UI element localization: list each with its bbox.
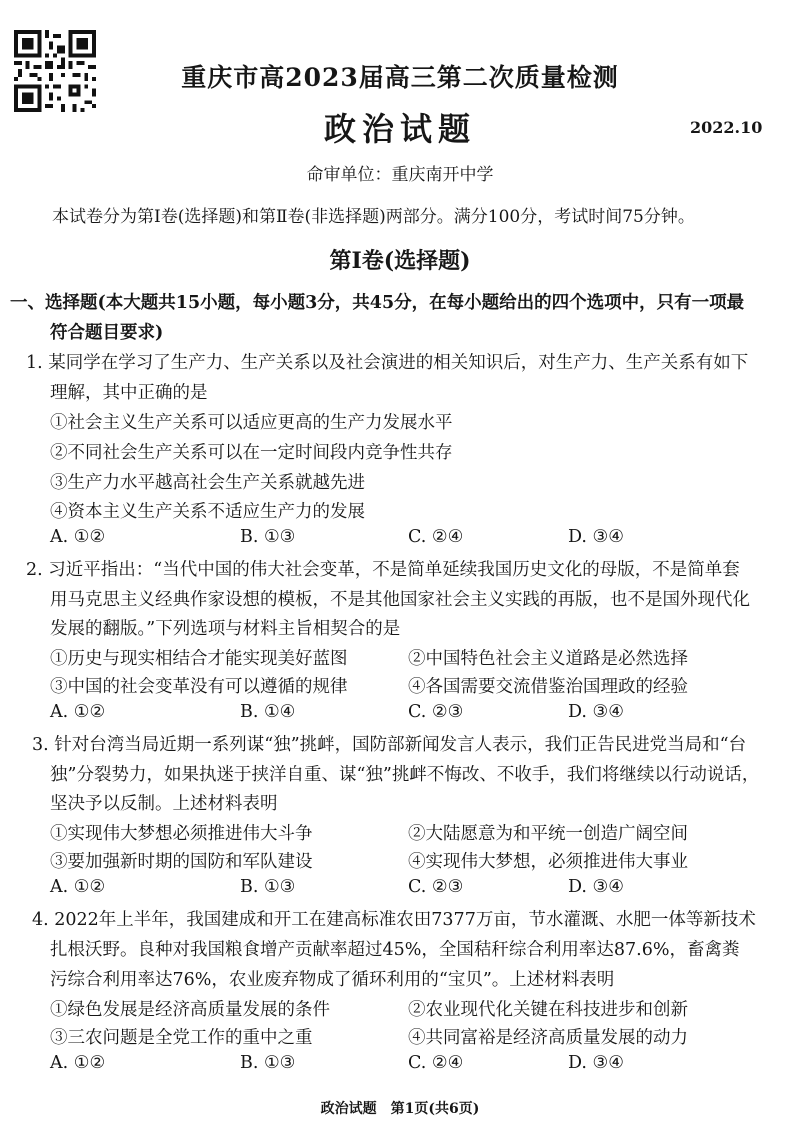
- answer-option-a: A. ①②: [50, 877, 106, 897]
- statement: ③生产力水平越高社会生产关系就越先进: [50, 473, 365, 493]
- setter-unit: 命审单位：重庆南开中学: [306, 165, 494, 185]
- question-stem-line: 1. 某同学在学习了生产力、生产关系以及社会演进的相关知识后，对生产力、生产关系有如下: [26, 353, 749, 373]
- exam-title: 重庆市高2023届高三第二次质量检测: [181, 63, 619, 92]
- statement: ④资本主义生产关系不适应生产力的发展: [50, 502, 365, 522]
- section-heading-line: 一、选择题(本大题共15小题，每小题3分，共45分，在每小题给出的四个选项中，只有一项最: [10, 293, 745, 313]
- volume-title: 第Ⅰ卷(选择题): [329, 248, 471, 274]
- statement: ②大陆愿意为和平统一创造广阔空间: [408, 824, 688, 844]
- answer-option-a: A. ①②: [50, 527, 106, 547]
- question-stem-line: 污综合利用率达76%，农业废弃物成了循环利用的“宝贝”。上述材料表明: [50, 970, 615, 990]
- question-stem-line: 扎根沃野。良种对我国粮食增产贡献率超过45%，全国秸秆综合利用率达87.6%，畜禽粪: [50, 940, 740, 960]
- answer-option-a: A. ①②: [50, 1053, 106, 1073]
- statement: ③要加强新时期的国防和军队建设: [50, 852, 313, 872]
- statement: ①绿色发展是经济高质量发展的条件: [50, 1000, 330, 1020]
- statement: ④实现伟大梦想，必须推进伟大事业: [408, 852, 688, 872]
- section-heading-line: 符合题目要求): [50, 323, 164, 343]
- answer-option-a: A. ①②: [50, 702, 106, 722]
- question-stem-line: 4. 2022年上半年，我国建成和开工在建高标准农田7377万亩，节水灌溉、水肥一体等新技术: [32, 910, 756, 930]
- answer-option-b: B. ①③: [240, 527, 296, 547]
- statement: ③中国的社会变革没有可以遵循的规律: [50, 677, 348, 697]
- question-stem-line: 3. 针对台湾当局近期一系列谋“独”挑衅，国防部新闻发言人表示，我们正告民进党当局和“台: [32, 735, 747, 755]
- answer-option-b: B. ①③: [240, 877, 296, 897]
- subject-title: 政治试题: [323, 110, 476, 148]
- question-stem-line: 独”分裂势力，如果执迷于挟洋自重、谋“独”挑衅不悔改、不收手，我们将继续以行动说话，: [50, 765, 760, 785]
- question-stem-line: 理解，其中正确的是: [50, 383, 208, 403]
- question-stem-line: 发展的翻版。”下列选项与材料主旨相契合的是: [50, 619, 401, 639]
- statement: ③三农问题是全党工作的重中之重: [50, 1028, 313, 1048]
- statement: ①社会主义生产关系可以适应更高的生产力发展水平: [50, 413, 453, 433]
- statement: ①历史与现实相结合才能实现美好蓝图: [50, 649, 348, 669]
- question-stem-line: 2. 习近平指出：“当代中国的伟大社会变革，不是简单延续我国历史文化的母版，不是简单套: [26, 560, 740, 580]
- answer-option-b: B. ①④: [240, 702, 296, 722]
- statement: ①实现伟大梦想必须推进伟大斗争: [50, 824, 313, 844]
- statement: ②中国特色社会主义道路是必然选择: [408, 649, 688, 669]
- page-footer: 政治试题 第1页(共6页): [320, 1101, 480, 1117]
- answer-option-c: C. ②③: [408, 702, 464, 722]
- answer-option-d: D. ③④: [568, 527, 624, 547]
- statement: ②农业现代化关键在科技进步和创新: [408, 1000, 688, 1020]
- exam-instructions: 本试卷分为第Ⅰ卷(选择题)和第Ⅱ卷(非选择题)两部分。满分100分，考试时间75分钟。: [52, 207, 695, 227]
- statement: ④各国需要交流借鉴治国理政的经验: [408, 677, 688, 697]
- answer-option-c: C. ②④: [408, 527, 464, 547]
- question-stem-line: 用马克思主义经典作家设想的模板，不是其他国家社会主义实践的再版，也不是国外现代化: [50, 590, 750, 610]
- statement: ④共同富裕是经济高质量发展的动力: [408, 1028, 688, 1048]
- answer-option-d: D. ③④: [568, 877, 624, 897]
- answer-option-d: D. ③④: [568, 1053, 624, 1073]
- answer-option-b: B. ①③: [240, 1053, 296, 1073]
- exam-date: 2022.10: [690, 118, 763, 137]
- answer-option-c: C. ②③: [408, 877, 464, 897]
- answer-option-c: C. ②④: [408, 1053, 464, 1073]
- answer-option-d: D. ③④: [568, 702, 624, 722]
- question-stem-line: 坚决予以反制。上述材料表明: [50, 794, 278, 814]
- statement: ②不同社会生产关系可以在一定时间段内竞争性共存: [50, 443, 453, 463]
